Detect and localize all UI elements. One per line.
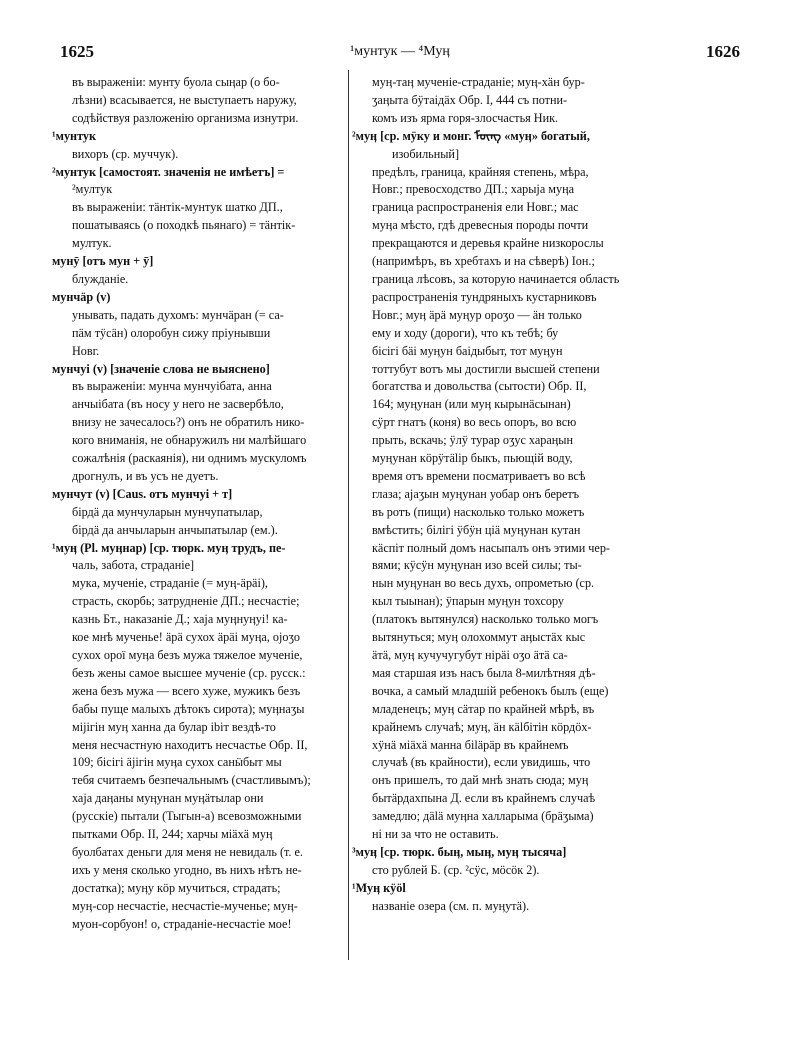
text-line: кыл тыынан); ӱпарын муӊун тохсору <box>372 594 564 609</box>
text-line: Новг. <box>72 343 100 358</box>
text-line: сожалѣнія (раскаянія), ни однимъ мускуломъ <box>72 451 307 466</box>
text-line: блужданіе. <box>72 271 129 286</box>
text-line: мая старшая изъ насъ была 8-милѣтняя дѣ- <box>372 665 596 680</box>
text-line: муӊунан кӧрӱтӓlір быкъ, пьющій воду, <box>372 451 573 466</box>
text-line: младенецъ; муӊ сӓтар по крайней мѣрѣ, въ <box>372 701 595 716</box>
text-line: въ ротъ (пищи) насколько только можетъ <box>372 504 585 519</box>
text-line: распространенія тундряныхъ кустарниковъ <box>372 289 597 304</box>
text-line: безъ жены самое высшее мученіе (ср. русск.: <box>72 665 306 680</box>
text-line: въ выраженіи: мунту буола сыӊар (о бо- <box>72 75 280 89</box>
text-line: кого вниманія, не обнаружилъ ни малѣйшаго <box>72 433 307 448</box>
text-line: сӱрт гнатъ (коня) во весь опоръ, во всю <box>372 415 577 430</box>
text-line: бытӓрдахпына Д. если въ крайнемъ случаѣ <box>372 791 596 806</box>
text-line: нын муӊунан во весь духъ, опрометью (ср. <box>372 576 595 591</box>
left-column <box>52 74 340 934</box>
text-line: (русскіе) пытали (Тыгын-а) всевозможными <box>72 809 302 824</box>
text-line: 164; муӊунан (или муӊ кырынӓсынан) <box>372 397 571 412</box>
text-line: граница распространенія ели Новг.; мас <box>372 200 579 215</box>
text-line: (платокъ вытянулся) насколько только могъ <box>372 612 599 627</box>
text-line: внизу не зачесалось?) онъ не обратилъ нико- <box>72 415 305 430</box>
entry-headword: ¹Муӊ кӱӧl <box>352 880 406 895</box>
text-line: граница лѣсовъ, за которую начинается область <box>372 271 620 286</box>
entry-headword: ¹мунтук <box>52 128 97 143</box>
text-line: вихоръ (ср. муччук). <box>72 146 179 161</box>
text-line: буолбатах деньги для меня не невидаль (т. е. <box>72 844 303 859</box>
entry-headword: мунчӓр (v) <box>52 289 111 304</box>
text-line: дрогнулъ, и въ усъ не дуетъ. <box>72 468 219 483</box>
entry-headword: ²мунтук [самостоят. значенія не имѣетъ] = <box>52 164 285 179</box>
text-line: бірдӓ да анчыларын анчыпатылар (ем.). <box>72 522 278 537</box>
text-line: сухох орої муӊа безъ мужа тяжелое мученіе, <box>72 648 303 662</box>
text-line: комъ изъ ярма горя-злосчастья Ник. <box>372 110 559 125</box>
text-line: сто рублей Б. (ср. ²сӱс, мӧсӧк 2). <box>372 862 540 877</box>
text-line: достатка); муӊу кӧр мучиться, страдать; <box>72 880 281 895</box>
page-header <box>50 42 750 66</box>
text-line: ні ни за что не оставить. <box>372 827 499 842</box>
text-line: предѣлъ, граница, крайняя степень, мѣра, <box>372 164 589 179</box>
text-line: бірдӓ да мунчуларын мунчупатылар, <box>72 504 263 519</box>
entry-headword: мунӯ [отъ мун + ӯ] <box>52 254 154 269</box>
text-line: (напримѣръ, въ хребтахъ и на сѣверѣ) Іон.; <box>372 254 595 269</box>
text-line: мiјігін муӊ ханна да булар іbiт вездѣ-то <box>72 719 276 734</box>
text-line: вытянуться; муӊ олохоммут аӊыстӓх кыс <box>372 630 586 645</box>
page-number-left: 1625 <box>60 42 94 61</box>
text-line: бабы пуще малыхъ дѣтокъ сирота); муӊнаӡы <box>72 701 305 716</box>
text-line: меня несчастную находитъ несчастье Обр. II, <box>72 737 308 752</box>
text-line: бісігі бӓі муӊун баідыбыт, тот муӊун <box>372 343 563 358</box>
running-title: ¹мунтук — ⁴Муӊ <box>350 44 450 59</box>
text-line: мука, мученіе, страданіе (= муӊ-ӓрӓі), <box>72 576 268 591</box>
text-line: муӊ-сор несчастіе, несчастіе-мученье; муӊ- <box>72 898 298 913</box>
text-line: ихъ у меня сколько угодно, въ нихъ нѣтъ не- <box>72 862 302 877</box>
text-line: ²мултук <box>72 182 113 197</box>
page-number-right: 1626 <box>706 42 740 61</box>
text-line: мултук. <box>72 236 112 251</box>
text-line: содѣйствуя разложенію организма изнутри. <box>72 110 299 125</box>
text-line: унывать, падать духомъ: мунчӓран (= са- <box>72 307 284 322</box>
text-line: хаја даӊаны муӊунан муӊӓтылар они <box>72 791 264 806</box>
entry-headword: мунчуі (v) [значеніе слова не выяснено] <box>52 361 270 376</box>
text-line: пошатываясь (о походкѣ пьянаго) = тӓнтік- <box>72 218 296 233</box>
text-line: крайнемъ случаѣ; муӊ, ӓн кӓlбітiн кӧрдӧх- <box>372 719 592 734</box>
text-line: кӓспіт полный домъ насыпалъ онъ этими чер- <box>372 540 610 555</box>
text-line: ему и ходу (дороги), что къ тебѣ; бу <box>372 325 559 340</box>
text-line: ӓтӓ, муӊ кучучугубут нiрӓі оӡо ӓтӓ са- <box>372 648 568 662</box>
text-line: прыть, вскачь; ӱлӱ турар оӡус хараӊын <box>372 433 574 448</box>
text-line: тебя считаемъ безпечальнымъ (счастливымъ); <box>72 773 311 788</box>
text-line: ӡаӊыта бӱтаідӓх Обр. I, 444 съ потни- <box>372 92 568 107</box>
text-line: въ выраженіи: мунча мунчуібата, анна <box>72 379 272 394</box>
entry-headword: ¹муӊ (Pl. муӊнар) [ср. тюрк. муӊ трудъ, пе- <box>52 540 286 555</box>
text-line: Новг.; превосходство ДП.; харыја муӊа <box>372 182 575 197</box>
text-line: 109; бісігі ӓјігін муӊа сухох санӹбыт мы <box>72 755 282 770</box>
entry-headword: мунчут (v) [Caus. отъ мунчуі + т] <box>52 486 233 501</box>
text-line: Новг.; муӊ ӓрӓ муӊур ороӡо — ӓн только <box>372 307 582 322</box>
text-line: хӱнӓ мiӓхӓ манна біlӓрӓр въ крайнемъ <box>372 737 569 752</box>
entry-headword: ²муӊ [ср. мӱку и монг. ᠮᠦᠩ «муӊ» богатый, <box>352 128 590 143</box>
text-line: страсть, скорбь; затрудненіе ДП.; несчастіе; <box>72 594 300 609</box>
right-column <box>352 74 640 916</box>
text-line: кое мнѣ мученье! ӓрӓ сухох ӓрӓі муӊа, ојоӡо <box>72 630 300 645</box>
text-line: изобильный] <box>392 146 460 161</box>
text-line: глаза; ајаӡын муӊунан уобар онъ беретъ <box>372 486 580 501</box>
text-line: случаѣ (въ крайности), если увидишь, что <box>372 755 591 770</box>
text-line: муӊа мѣсто, гдѣ древесныя породы почти <box>372 218 589 233</box>
text-line: богатства и довольства (сытости) Обр. II, <box>372 379 587 394</box>
text-line: названіе озера (см. п. муӊутӓ). <box>372 898 530 913</box>
text-line: пӓм тӱсӓн) олоробун сижу прiунывши <box>72 325 271 340</box>
text-line: замедлю; дӓlӓ муӊна халларыма (брӓӡыма) <box>372 809 594 824</box>
text-line: въ выраженіи: тӓнтік-мунтук шатко ДП., <box>72 200 283 215</box>
text-line: вочка, а самый младшій ребенокъ былъ (еще) <box>372 683 609 698</box>
text-line: тоттубут вотъ мы достигли высшей степени <box>372 361 600 376</box>
text-line: жена безъ мужа — всего хуже, мужикъ безъ <box>72 683 301 698</box>
text-line: муӊ-таӊ мученіе-страданіе; муӊ-хӓн бур- <box>372 75 585 89</box>
text-line: прекращаются и деревья крайне низкорослы <box>372 236 604 251</box>
text-line: пытками Обр. II, 244; харчы мiӓхӓ муӊ <box>72 827 273 842</box>
text-line: вями; кӱсӱн муӊунан изо всей силы; ты- <box>372 558 582 573</box>
entry-headword: ³муӊ [ср. тюрк. быӊ, мыӊ, муӊ тысяча] <box>352 844 567 859</box>
text-line: онъ пришелъ, то дай мнѣ знать сюда; муӊ <box>372 773 589 788</box>
text-line: лѣзни) всасывается, не выступаетъ наружу, <box>72 92 297 107</box>
text-line: анчыібата (въ носу у него не засвербѣло, <box>72 397 284 412</box>
text-line: вмѣстить; бiлiгi ӱбӱн ціӓ муӊунан кутан <box>372 522 581 537</box>
text-line: время отъ времени посматриваетъ во всѣ <box>372 468 586 483</box>
text-line: казнь Бт., наказаніе Д.; хаја муӊнуӊуі! ка- <box>72 612 288 627</box>
text-line: чаль, забота, страданіе] <box>72 558 195 573</box>
column-divider <box>348 70 349 960</box>
text-line: муон-сорбуон! о, страданіе-несчастіе мое! <box>72 916 292 931</box>
